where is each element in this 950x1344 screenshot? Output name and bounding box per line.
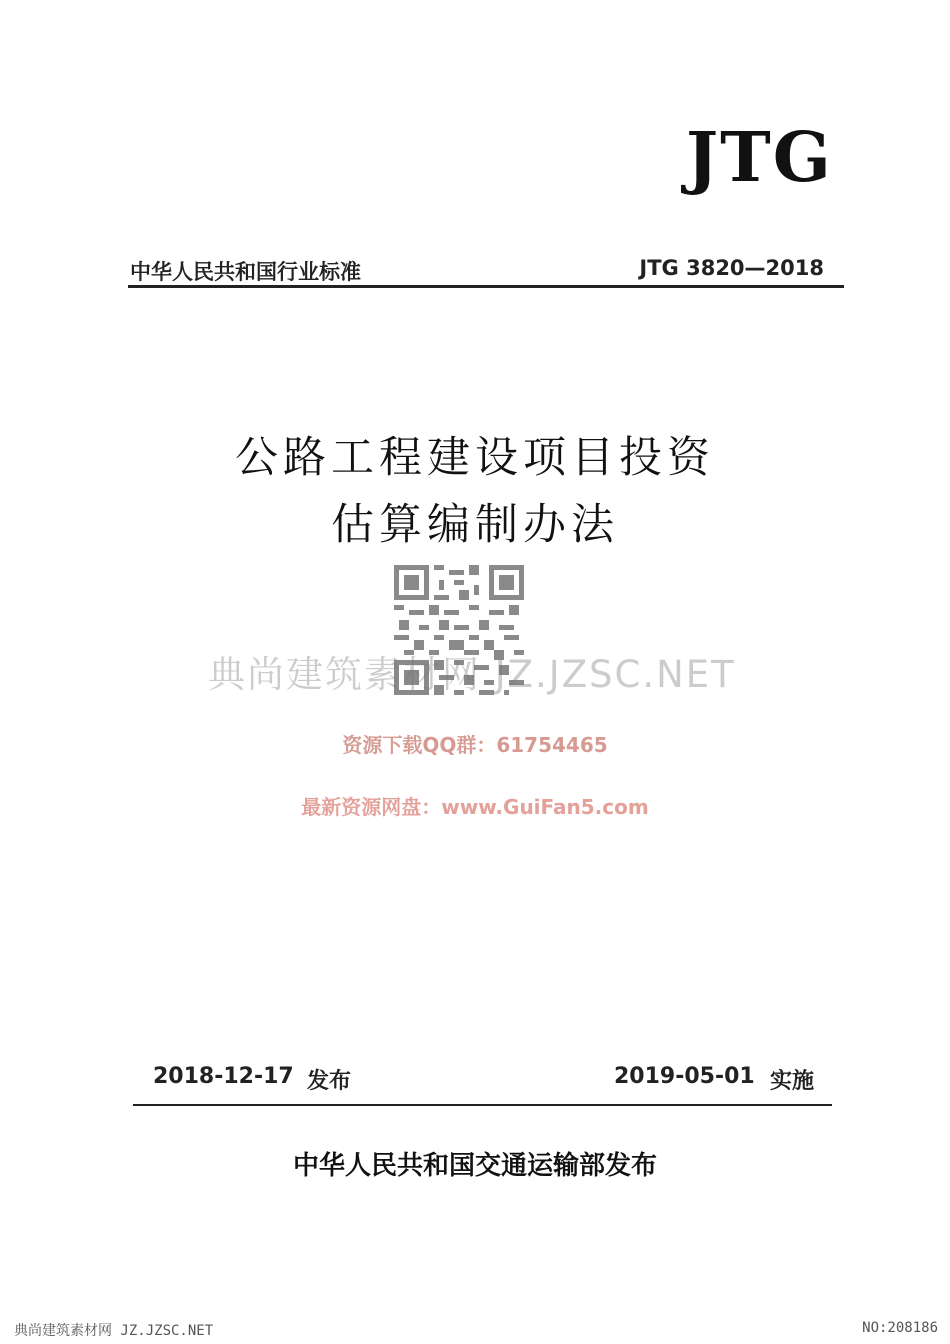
implement-date: 2019-05-01 [614, 1064, 755, 1089]
issue-date: 2018-12-17 [153, 1064, 294, 1089]
publisher: 中华人民共和国交通运输部发布 [292, 1151, 657, 1181]
watermark-main: 典尚建筑素材网 JZ.JZSC.NET [208, 653, 736, 696]
issue-label: 发布 [307, 1069, 352, 1094]
watermark-site: 最新资源网盘：www.GuiFan5.com [301, 795, 649, 819]
watermark-qq: 资源下载QQ群：61754465 [342, 733, 608, 757]
document-title-line2: 估算编制办法 [331, 500, 619, 550]
document-title-line1: 公路工程建设项目投资 [235, 433, 715, 483]
footer-id: NO:208186 [862, 1320, 938, 1336]
footer-watermark: 典尚建筑素材网 JZ.JZSC.NET [14, 1323, 214, 1339]
standard-category: 中华人民共和国行业标准 [130, 260, 361, 284]
footer-rule [133, 1104, 832, 1106]
standard-number: JTG 3820—2018 [639, 256, 824, 280]
jtg-logo: JTG [686, 118, 833, 198]
implement-label: 实施 [770, 1069, 815, 1094]
header-rule [128, 285, 844, 288]
